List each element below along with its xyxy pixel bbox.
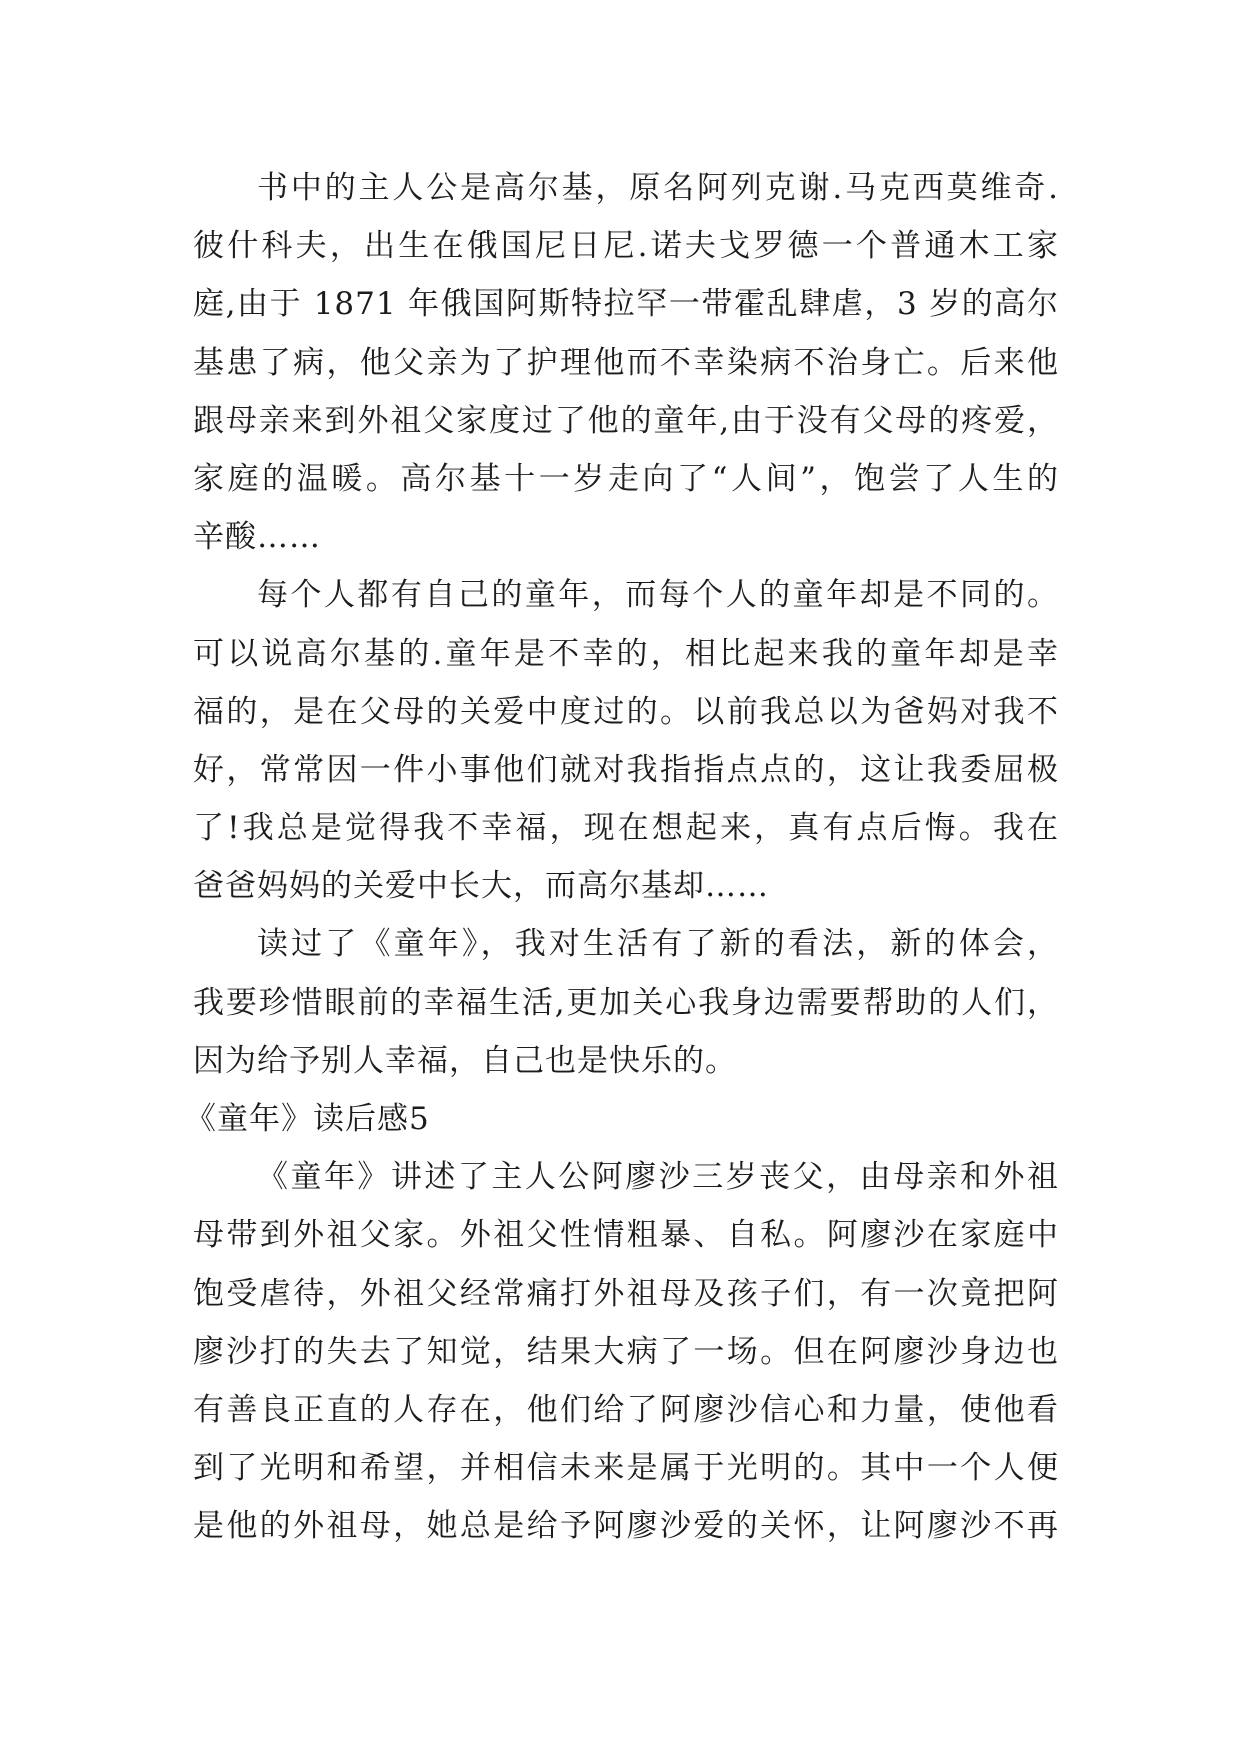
text-line: 饱受虐待，外祖父经常痛打外祖母及孩子们，有一次竟把阿 [193,1275,1059,1312]
text-line: 每个人都有自己的童年，而每个人的童年却是不同的。 [257,577,1059,614]
text-line: 廖沙打的失去了知觉，结果大病了一场。但在阿廖沙身边也 [193,1333,1059,1370]
text-line: 辛酸…… [193,519,321,556]
text-line: 到了光明和希望，并相信未来是属于光明的。其中一个人便 [193,1450,1059,1487]
text-line: 读过了《童年》，我对生活有了新的看法，新的体会， [257,926,1059,963]
text-line: 母带到外祖父家。外祖父性情粗暴、自私。阿廖沙在家庭中 [193,1217,1059,1254]
text-line: 了!我总是觉得我不幸福，现在想起来，真有点后悔。我在 [193,810,1059,847]
text-line: 基患了病，他父亲为了护理他而不幸染病不治身亡。后来他 [193,344,1059,381]
text-line: 书中的主人公是高尔基，原名阿列克谢.马克西莫维奇. [257,170,1059,206]
text-line: 可以说高尔基的.童年是不幸的，相比起来我的童年却是幸 [193,635,1059,672]
text-line: 我要珍惜眼前的幸福生活,更加关心我身边需要帮助的人们， [193,984,1059,1021]
text-line: 好，常常因一件小事他们就对我指指点点的，这让我委屈极 [193,751,1059,788]
text-line: 跟母亲来到外祖父家度过了他的童年,由于没有父母的疼爱， [193,402,1059,439]
text-line: 《童年》讲述了主人公阿廖沙三岁丧父，由母亲和外祖 [257,1159,1059,1196]
text-line: 庭,由于 1871 年俄国阿斯特拉罕一带霍乱肆虐，3 岁的高尔 [193,286,1059,323]
paragraph [193,1148,1059,1555]
text-line: 福的，是在父母的关爱中度过的。以前我总以为爸妈对我不 [193,693,1059,730]
text-line: 有善良正直的人存在，他们给了阿廖沙信心和力量，使他看 [193,1391,1059,1428]
text-line: 彼什科夫，出生在俄国尼日尼.诺夫戈罗德一个普通木工家 [193,228,1059,265]
paragraph [193,159,1059,566]
text-line: 是他的外祖母，她总是给予阿廖沙爱的关怀，让阿廖沙不再 [193,1508,1059,1545]
text-line: 家庭的温暖。高尔基十一岁走向了“人间”，饱尝了人生的 [193,460,1059,497]
section-heading: 《童年》读后感5 [185,1101,430,1137]
paragraph [193,915,1059,1090]
paragraph [193,566,1059,915]
text-line: 爸爸妈妈的关爱中长大，而高尔基却…… [193,868,769,905]
document-body [185,159,1059,1556]
text-line: 因为给予别人幸福，自己也是快乐的。 [193,1042,737,1079]
